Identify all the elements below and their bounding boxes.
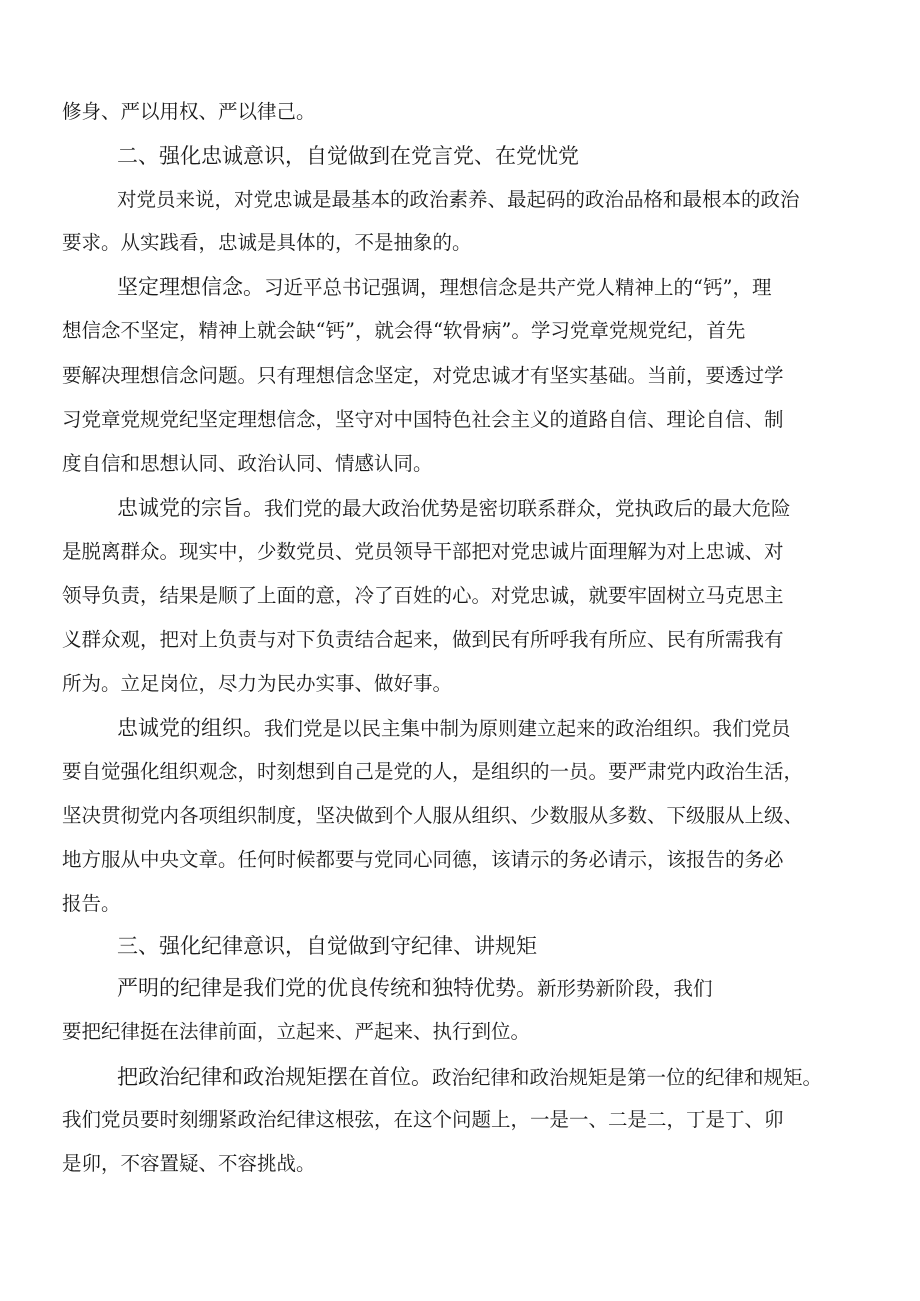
paragraph-loyalty-line <box>117 188 800 212</box>
section-heading-3 <box>117 934 537 958</box>
paragraph-text: 度自信和思想认同、政治认同、情感认同。 <box>62 452 433 475</box>
section-heading-2 <box>117 144 579 168</box>
paragraph-org-line <box>62 848 784 872</box>
paragraph-org-line <box>62 892 121 916</box>
paragraph-text: 对党员来说，对党忠诚是最基本的政治素养、最起码的政治品格和最根本的政治 <box>117 188 800 211</box>
paragraph-text: 所为。立足岗位，尽力为民办实事、做好事。 <box>62 672 453 695</box>
paragraph-text: 义群众观，把对上负责与对下负责结合起来，做到民有所呼我有所应、民有所需我有 <box>62 628 784 651</box>
paragraph-intro-tail <box>62 100 316 124</box>
heading-text: 二、强化忠诚意识，自觉做到在党言党、在党忧党 <box>117 144 579 168</box>
paragraph-text: 新形势新阶段，我们 <box>537 977 713 1000</box>
paragraph-purpose-line <box>62 540 784 564</box>
paragraph-tradition-line <box>117 976 713 1001</box>
paragraph-lead-ideals: 坚定理想信念。 <box>117 275 264 299</box>
paragraph-text: 我们党员要时刻绷紧政治纪律这根弦，在这个问题上，一是一、二是二，丁是丁、卯 <box>62 1108 784 1131</box>
heading-text: 三、强化纪律意识，自觉做到守纪律、讲规矩 <box>117 934 537 958</box>
paragraph-ideals-line <box>62 364 784 388</box>
paragraph-text: 政治纪律和政治规矩是第一位的纪律和规矩。 <box>432 1066 823 1089</box>
paragraph-text: 要求。从实践看，忠诚是具体的，不是抽象的。 <box>62 231 472 254</box>
paragraph-text: 坚决贯彻党内各项组织制度，坚决做到个人服从组织、少数服从多数、下级服从上级、 <box>62 804 804 827</box>
paragraph-ideals-line <box>62 452 433 476</box>
paragraph-purpose-line <box>117 496 791 521</box>
paragraph-text: 我们党的最大政治优势是密切联系群众，党执政后的最大危险 <box>264 497 791 520</box>
paragraph-ideals-line <box>62 408 784 432</box>
paragraph-org-line <box>62 804 803 828</box>
paragraph-politics-line <box>62 1108 784 1132</box>
paragraph-lead-org: 忠诚党的组织。 <box>117 716 264 740</box>
paragraph-ideals-line <box>62 319 745 343</box>
paragraph-purpose-line <box>62 672 452 696</box>
paragraph-text: 想信念不坚定，精神上就会缺“钙”，就会得“软骨病”。学习党章党规党纪，首先 <box>62 319 746 342</box>
paragraph-tradition-line <box>62 1020 530 1044</box>
paragraph-text: 我们党是以民主集中制为原则建立起来的政治组织。我们党员 <box>264 717 791 740</box>
paragraph-text: 修身、严以用权、严以律己。 <box>62 100 316 123</box>
paragraph-lead-politics: 把政治纪律和政治规矩摆在首位。 <box>117 1065 432 1089</box>
paragraph-text: 习党章党规党纪坚定理想信念，坚守对中国特色社会主义的道路自信、理论自信、制 <box>62 408 784 431</box>
paragraph-lead-purpose: 忠诚党的宗旨。 <box>117 496 264 520</box>
paragraph-purpose-line <box>62 584 784 608</box>
paragraph-ideals-line <box>117 275 771 300</box>
paragraph-text: 是卯，不容置疑、不容挑战。 <box>62 1152 316 1175</box>
paragraph-org-line <box>62 760 803 784</box>
paragraph-loyalty-line <box>62 231 472 255</box>
paragraph-text: 报告。 <box>62 892 121 915</box>
paragraph-text: 领导负责，结果是顺了上面的意，冷了百姓的心。对党忠诚，就要牢固树立马克思主 <box>62 584 784 607</box>
paragraph-politics-line <box>62 1152 316 1176</box>
paragraph-text: 是脱离群众。现实中，少数党员、党员领导干部把对党忠诚片面理解为对上忠诚、对 <box>62 540 784 563</box>
paragraph-lead-tradition: 严明的纪律是我们党的优良传统和独特优势。 <box>117 976 537 1000</box>
paragraph-text: 要解决理想信念问题。只有理想信念坚定，对党忠诚才有坚实基础。当前，要透过学 <box>62 364 784 387</box>
paragraph-org-line <box>117 716 791 741</box>
paragraph-politics-line <box>117 1065 822 1090</box>
paragraph-text: 要把纪律挺在法律前面，立起来、严起来、执行到位。 <box>62 1020 531 1043</box>
paragraph-text: 习近平总书记强调，理想信念是共产党人精神上的“钙”，理 <box>264 276 772 299</box>
paragraph-purpose-line <box>62 628 784 652</box>
paragraph-text: 要自觉强化组织观念，时刻想到自己是党的人，是组织的一员。要严肃党内政治生活， <box>62 760 804 783</box>
paragraph-text: 地方服从中央文章。任何时候都要与党同心同德，该请示的务必请示，该报告的务必 <box>62 848 784 871</box>
